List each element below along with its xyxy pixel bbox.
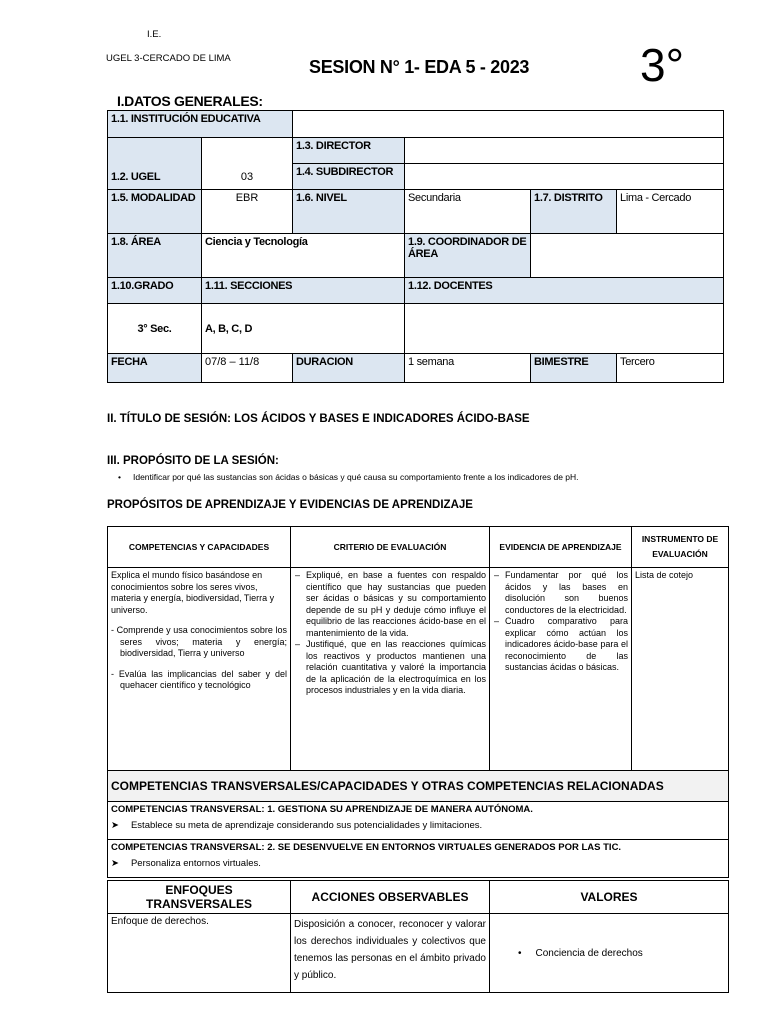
grado-value: 3° Sec.: [108, 304, 202, 354]
secciones-label: 1.11. SECCIONES: [202, 278, 405, 304]
criterio-item: – Justifiqué, que en las reacciones químicas los reactivos y productos mantienen una relación cuantitativa y valoré la importancia de la aplicación de la electroquímica en los procesos industriales y en la vida diaria.: [306, 639, 486, 697]
header-instrumento: INSTRUMENTO DE EVALUACIÓN: [632, 527, 729, 568]
datos-heading: I.DATOS GENERALES:: [117, 93, 263, 109]
evidencias-cell: [490, 568, 632, 771]
coordinador-label: 1.9. COORDINADOR DE ÁREA: [405, 234, 531, 278]
transversal-1: [108, 802, 729, 840]
acciones-header: ACCIONES OBSERVABLES: [291, 881, 490, 914]
area-label: 1.8. ÁREA: [108, 234, 202, 278]
session-title-heading: II. TÍTULO DE SESIÓN: LOS ÁCIDOS Y BASES E INDICADORES ÁCIDO-BASE: [107, 413, 530, 425]
modalidad-label: 1.5. MODALIDAD: [108, 190, 202, 234]
fecha-value: 07/8 – 11/8: [202, 354, 293, 383]
evidencia-item: – Fundamentar por qué los ácidos y las bases en disolución son buenos conductores de la electricidad.: [505, 570, 628, 616]
bimestre-value: Tercero: [617, 354, 724, 383]
header-evidencia: EVIDENCIA DE APRENDIZAJE: [490, 527, 632, 568]
proposito-bullet: [118, 472, 579, 482]
transversal-2-title: COMPETENCIAS TRANSVERSAL: 2. SE DESENVUELVE EN ENTORNOS VIRTUALES GENERADOS POR LAS TIC.: [111, 842, 622, 853]
ugel-value: 03: [202, 138, 293, 190]
fecha-label: FECHA: [108, 354, 202, 383]
bullet-icon: •: [118, 472, 121, 482]
transversal-1-title: COMPETENCIAS TRANSVERSAL: 1. GESTIONA SU APRENDIZAJE DE MANERA AUTÓNOMA.: [111, 804, 533, 815]
coordinador-value: [531, 234, 724, 278]
enfoques-table: [107, 880, 729, 993]
subdirector-value: [405, 164, 724, 190]
valores-header: VALORES: [490, 881, 729, 914]
accion-value: Disposición a conocer, reconocer y valorar los derechos individuales y colectivos que tenemos las personas en el ámbito privado y público.: [291, 914, 490, 993]
distrito-value: Lima - Cercado: [617, 190, 724, 234]
distrito-label: 1.7. DISTRITO: [531, 190, 617, 234]
propositos-heading: PROPÓSITOS DE APRENDIZAJE Y EVIDENCIAS DE APRENDIZAJE: [107, 499, 473, 511]
institucion-value: [293, 111, 724, 138]
evidencia-item: – Cuadro comparativo para explicar cómo actúan los indicadores ácido-base para el reconocimiento de las sustancias ácidas o básicas.: [505, 616, 628, 674]
director-label: 1.3. DIRECTOR: [293, 138, 405, 164]
transversal-1-item: ➤ Establece su meta de aprendizaje considerando sus potencialidades y limitaciones.: [111, 820, 483, 831]
nivel-label: 1.6. NIVEL: [293, 190, 405, 234]
area-value: Ciencia y Tecnología: [202, 234, 405, 278]
grado-label: 1.10.GRADO: [108, 278, 202, 304]
transversal-2-item: ➤ Personaliza entornos virtuales.: [111, 858, 261, 869]
docentes-value: [405, 304, 724, 354]
capacidad-item: - Comprende y usa conocimientos sobre los seres vivos; materia y energía; biodiversidad, Tierra y universo: [111, 625, 288, 658]
ie-label: I.E.: [147, 29, 162, 40]
modalidad-value: EBR: [202, 190, 293, 234]
transversal-2: [108, 840, 729, 878]
transversales-heading: COMPETENCIAS TRANSVERSALES/CAPACIDADES Y OTRAS COMPETENCIAS RELACIONADAS: [108, 771, 729, 802]
director-value: [405, 138, 724, 164]
criterios-cell: [291, 568, 490, 771]
ugel-header: UGEL 3-CERCADO DE LIMA: [106, 53, 231, 64]
ugel-label: 1.2. UGEL: [108, 138, 202, 190]
grade-number: 3°: [640, 39, 684, 91]
docentes-label: 1.12. DOCENTES: [405, 278, 724, 304]
criterio-item: – Expliqué, en base a fuentes con respaldo científico que hay sustancias que pueden ser ácidas o básicas y su comportamiento depende de su pH y deduje cómo influye el equilibrio de las reacciones ácido-base en el mantenimiento de la vida.: [306, 570, 486, 639]
enfoque-value: Enfoque de derechos.: [108, 914, 291, 993]
header-criterio: CRITERIO DE EVALUACIÓN: [291, 527, 490, 568]
arrow-bullet-icon: ➤: [111, 820, 119, 831]
competencias-table: [107, 526, 729, 878]
institucion-label: 1.1. INSTITUCIÓN EDUCATIVA: [108, 111, 293, 138]
session-title: SESION N° 1- EDA 5 - 2023: [309, 57, 530, 77]
arrow-bullet-icon: ➤: [111, 858, 119, 869]
capacidad-item: - Evalúa las implicancias del saber y del quehacer científico y tecnológico: [111, 668, 287, 690]
proposito-text: Identificar por qué las sustancias son ácidas o básicas y qué causa su comportamiento frente a los indicadores de pH.: [132, 472, 579, 482]
valor-value: Conciencia de derechos: [535, 947, 643, 959]
valor-cell: [490, 914, 729, 993]
competencias-cell: [108, 568, 291, 771]
duracion-label: DURACION: [293, 354, 405, 383]
bullet-icon: •: [518, 947, 522, 959]
header-competencias: COMPETENCIAS Y CAPACIDADES: [108, 527, 291, 568]
instrumento-cell: Lista de cotejo: [632, 568, 729, 771]
datos-table: [107, 110, 724, 383]
nivel-value: Secundaria: [405, 190, 531, 234]
duracion-value: 1 semana: [405, 354, 531, 383]
enfoques-header: ENFOQUES TRANSVERSALES: [108, 881, 291, 914]
subdirector-label: 1.4. SUBDIRECTOR: [293, 164, 405, 190]
bimestre-label: BIMESTRE: [531, 354, 617, 383]
competencia-intro: Explica el mundo físico basándose en conocimientos sobre los seres vivos, materia y energía, biodiversidad, Tierra y universo.: [111, 570, 275, 615]
proposito-heading: III. PROPÓSITO DE LA SESIÓN:: [107, 455, 279, 467]
secciones-value: A, B, C, D: [202, 304, 405, 354]
